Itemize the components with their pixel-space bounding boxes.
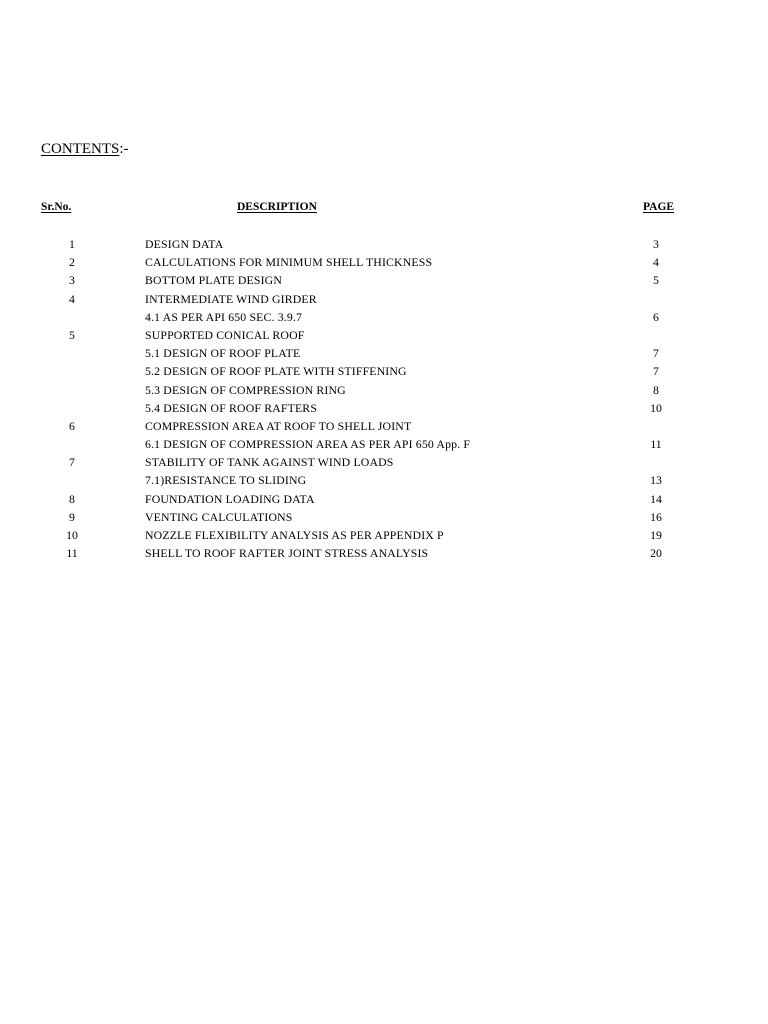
column-header-srno: Sr.No. — [41, 201, 72, 213]
row-srno: 4 — [69, 291, 75, 306]
row-srno: 9 — [69, 509, 75, 524]
row-description: 4.1 AS PER API 650 SEC. 3.9.7 — [145, 309, 303, 324]
row-description: BOTTOM PLATE DESIGN — [145, 273, 282, 288]
row-srno: 10 — [66, 528, 78, 542]
row-srno: 1 — [69, 237, 75, 251]
row-page-number: 5 — [653, 273, 659, 288]
table-row — [0, 308, 768, 326]
contents-table — [0, 235, 768, 562]
row-page-number: 14 — [650, 491, 662, 506]
row-page-number: 10 — [650, 400, 662, 415]
table-row — [0, 235, 768, 253]
row-srno: 8 — [69, 491, 75, 506]
table-row — [0, 508, 768, 526]
table-row — [0, 453, 768, 471]
table-row — [0, 435, 768, 453]
row-description: SHELL TO ROOF RAFTER JOINT STRESS ANALYSIS — [145, 546, 429, 561]
table-row — [0, 399, 768, 417]
row-srno: 2 — [69, 255, 75, 270]
row-page-number: 13 — [650, 473, 662, 488]
row-description: FOUNDATION LOADING DATA — [145, 491, 315, 506]
contents-suffix: :- — [119, 141, 129, 157]
row-description: 5.4 DESIGN OF ROOF RAFTERS — [145, 400, 318, 415]
row-description: STABILITY OF TANK AGAINST WIND LOADS — [145, 455, 394, 470]
table-row — [0, 253, 768, 271]
table-row — [0, 381, 768, 399]
row-page-number: 16 — [650, 509, 662, 524]
row-description: 5.2 DESIGN OF ROOF PLATE WITH STIFFENING — [145, 364, 407, 379]
row-srno: 7 — [69, 455, 75, 470]
row-srno: 5 — [69, 327, 75, 342]
row-page-number: 7 — [653, 346, 659, 361]
contents-title: CONTENTS — [41, 141, 120, 157]
row-page-number: 20 — [650, 546, 662, 561]
table-row — [0, 326, 768, 344]
row-description: 5.3 DESIGN OF COMPRESSION RING — [145, 382, 346, 397]
row-description: 7.1)RESISTANCE TO SLIDING — [145, 473, 307, 488]
row-page-number: 3 — [653, 237, 659, 251]
contents-heading — [41, 139, 129, 159]
row-description: 5.1 DESIGN OF ROOF PLATE — [145, 346, 301, 361]
row-description: NOZZLE FLEXIBILITY ANALYSIS AS PER APPENDIX P — [145, 528, 444, 542]
row-srno: 11 — [66, 546, 78, 561]
table-row — [0, 344, 768, 362]
row-description: SUPPORTED CONICAL ROOF — [145, 327, 305, 342]
row-page-number: 7 — [653, 364, 659, 379]
column-header-page: PAGE — [643, 201, 675, 213]
row-page-number: 8 — [653, 382, 659, 397]
row-srno: 3 — [69, 273, 75, 288]
row-description: DESIGN DATA — [145, 237, 224, 251]
row-page-number: 4 — [653, 255, 659, 270]
table-row — [0, 271, 768, 289]
row-description: 6.1 DESIGN OF COMPRESSION AREA AS PER API 650 App. F — [145, 437, 471, 452]
row-description: VENTING CALCULATIONS — [145, 509, 293, 524]
row-description: INTERMEDIATE WIND GIRDER — [145, 291, 317, 306]
row-description: COMPRESSION AREA AT ROOF TO SHELL JOINT — [145, 418, 412, 433]
table-row — [0, 417, 768, 435]
row-page-number: 11 — [650, 437, 662, 452]
row-description: CALCULATIONS FOR MINIMUM SHELL THICKNESS — [145, 255, 433, 270]
column-header-description: DESCRIPTION — [237, 201, 317, 213]
table-row — [0, 362, 768, 380]
row-srno: 6 — [69, 418, 75, 433]
row-page-number: 6 — [653, 309, 659, 324]
table-row — [0, 526, 768, 544]
table-row — [0, 544, 768, 562]
table-row — [0, 471, 768, 489]
table-row — [0, 490, 768, 508]
row-page-number: 19 — [650, 528, 662, 542]
table-row — [0, 290, 768, 308]
